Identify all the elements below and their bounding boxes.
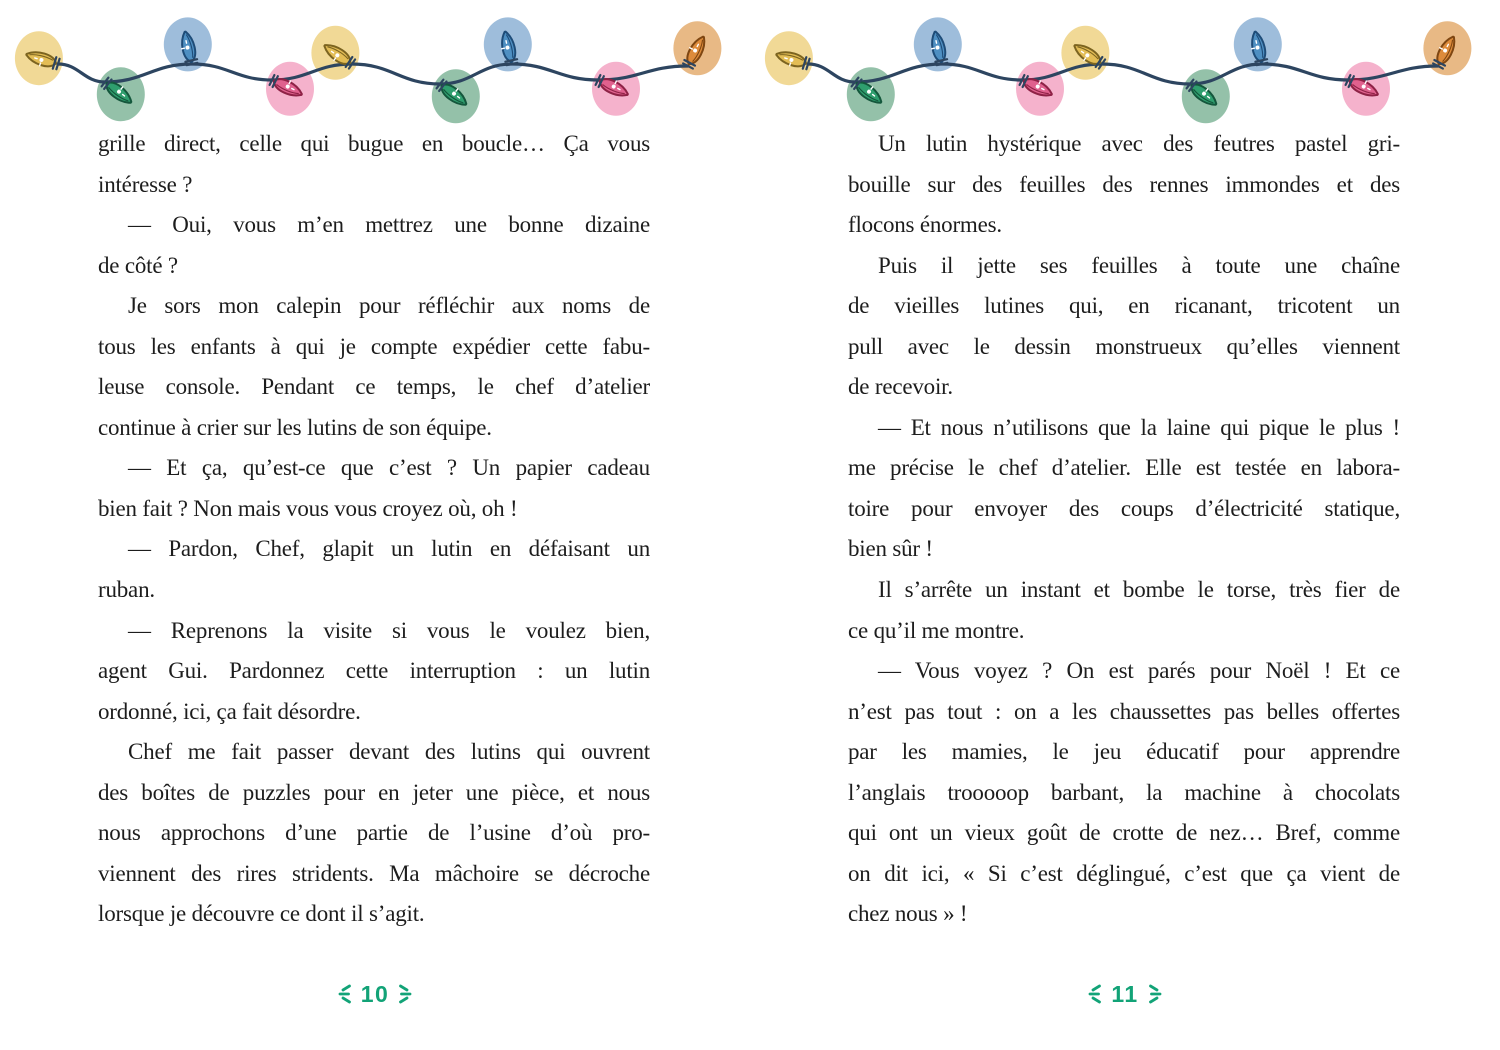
light-string-wire	[58, 64, 688, 84]
body-text-left	[98, 124, 650, 935]
text-line: Chef me fait passer devant des lutins qui ouvrent	[128, 739, 650, 765]
text-line: qui ont un vieux goût de crotte de nez… Bref, comme	[848, 820, 1400, 846]
page-number: 10	[360, 981, 390, 1007]
text-line: par les mamies, le jeu éducatif pour apprendre	[848, 739, 1400, 765]
text-line: leuse console. Pendant ce temps, le chef d’atelier	[98, 374, 650, 400]
text-line: bouille sur des feuilles des rennes immondes et des	[848, 171, 1400, 197]
text-line: de vieilles lutines qui, en ricanant, tricotent un	[848, 293, 1400, 319]
text-line: on dit ici, « Si c’est déglingué, c’est que ça vient de	[848, 860, 1400, 886]
text-line: — Oui, vous m’en mettrez une bonne dizaine	[128, 212, 650, 238]
text-line: n’est pas tout : on a les chaussettes pas belles offertes	[848, 698, 1400, 724]
text-line: bien sûr !	[848, 536, 933, 562]
text-line: chez nous » !	[848, 901, 968, 927]
text-line: ordonné, ici, ça fait désordre.	[98, 698, 361, 724]
text-line: viennent des rires stridents. Ma mâchoire se décroche	[98, 860, 650, 886]
page-footer	[0, 981, 750, 1007]
text-line: Un lutin hystérique avec des feutres pastel gri-	[878, 131, 1400, 156]
text-line: ce qu’il me montre.	[848, 617, 1025, 643]
spark-left-icon	[337, 981, 352, 1007]
text-line: — Vous voyez ? On est parés pour Noël ! Et ce	[878, 658, 1400, 684]
text-line: l’anglais trooooop barbant, la machine à chocolats	[848, 779, 1400, 805]
text-line: intéresse ?	[98, 171, 193, 197]
text-line: lorsque je découvre ce dont il s’agit.	[98, 901, 425, 927]
page-number: 11	[1111, 981, 1139, 1007]
text-line: toire pour envoyer des coups d’électricité statique,	[848, 495, 1400, 521]
text-line: de recevoir.	[848, 374, 953, 400]
string-lights-decoration	[750, 0, 1500, 130]
text-line: — Et ça, qu’est-ce que c’est ? Un papier cadeau	[128, 455, 650, 481]
text-line: grille direct, celle qui bugue en boucle… Ça vous	[98, 131, 650, 156]
light-string-wire	[808, 64, 1438, 84]
body-text-right	[848, 124, 1400, 935]
text-line: de côté ?	[98, 252, 178, 278]
text-line: pull avec le dessin monstrueux qu’elles viennent	[848, 333, 1400, 359]
text-line: agent Gui. Pardonnez cette interruption : un lutin	[98, 658, 650, 684]
text-line: flocons énormes.	[848, 212, 1002, 238]
text-line: — Reprenons la visite si vous le voulez bien,	[128, 617, 650, 643]
spark-right-icon	[1148, 981, 1163, 1007]
text-line: — Et nous n’utilisons que la laine qui pique le plus !	[878, 414, 1400, 440]
page-footer	[750, 981, 1500, 1007]
text-line: ruban.	[98, 577, 155, 603]
spark-right-icon	[398, 981, 413, 1007]
text-line: nous approchons d’une partie de l’usine d’où pro-	[98, 820, 650, 846]
text-line: me précise le chef d’atelier. Elle est testée en labora-	[848, 455, 1400, 481]
page-right	[750, 0, 1500, 1050]
text-line: bien fait ? Non mais vous vous croyez où, oh !	[98, 495, 518, 521]
text-line: continue à crier sur les lutins de son équipe.	[98, 414, 492, 440]
spark-left-icon	[1087, 981, 1102, 1007]
text-line: Je sors mon calepin pour réfléchir aux noms de	[128, 293, 650, 319]
text-line: Il s’arrête un instant et bombe le torse, très fier de	[878, 577, 1400, 603]
text-line: Puis il jette ses feuilles à toute une chaîne	[878, 252, 1400, 278]
text-line: des boîtes de puzzles pour en jeter une pièce, et nous	[98, 779, 650, 805]
text-line: — Pardon, Chef, glapit un lutin en défaisant un	[128, 536, 650, 562]
text-line: tous les enfants à qui je compte expédier cette fabu-	[98, 333, 650, 359]
string-lights-decoration	[0, 0, 750, 130]
